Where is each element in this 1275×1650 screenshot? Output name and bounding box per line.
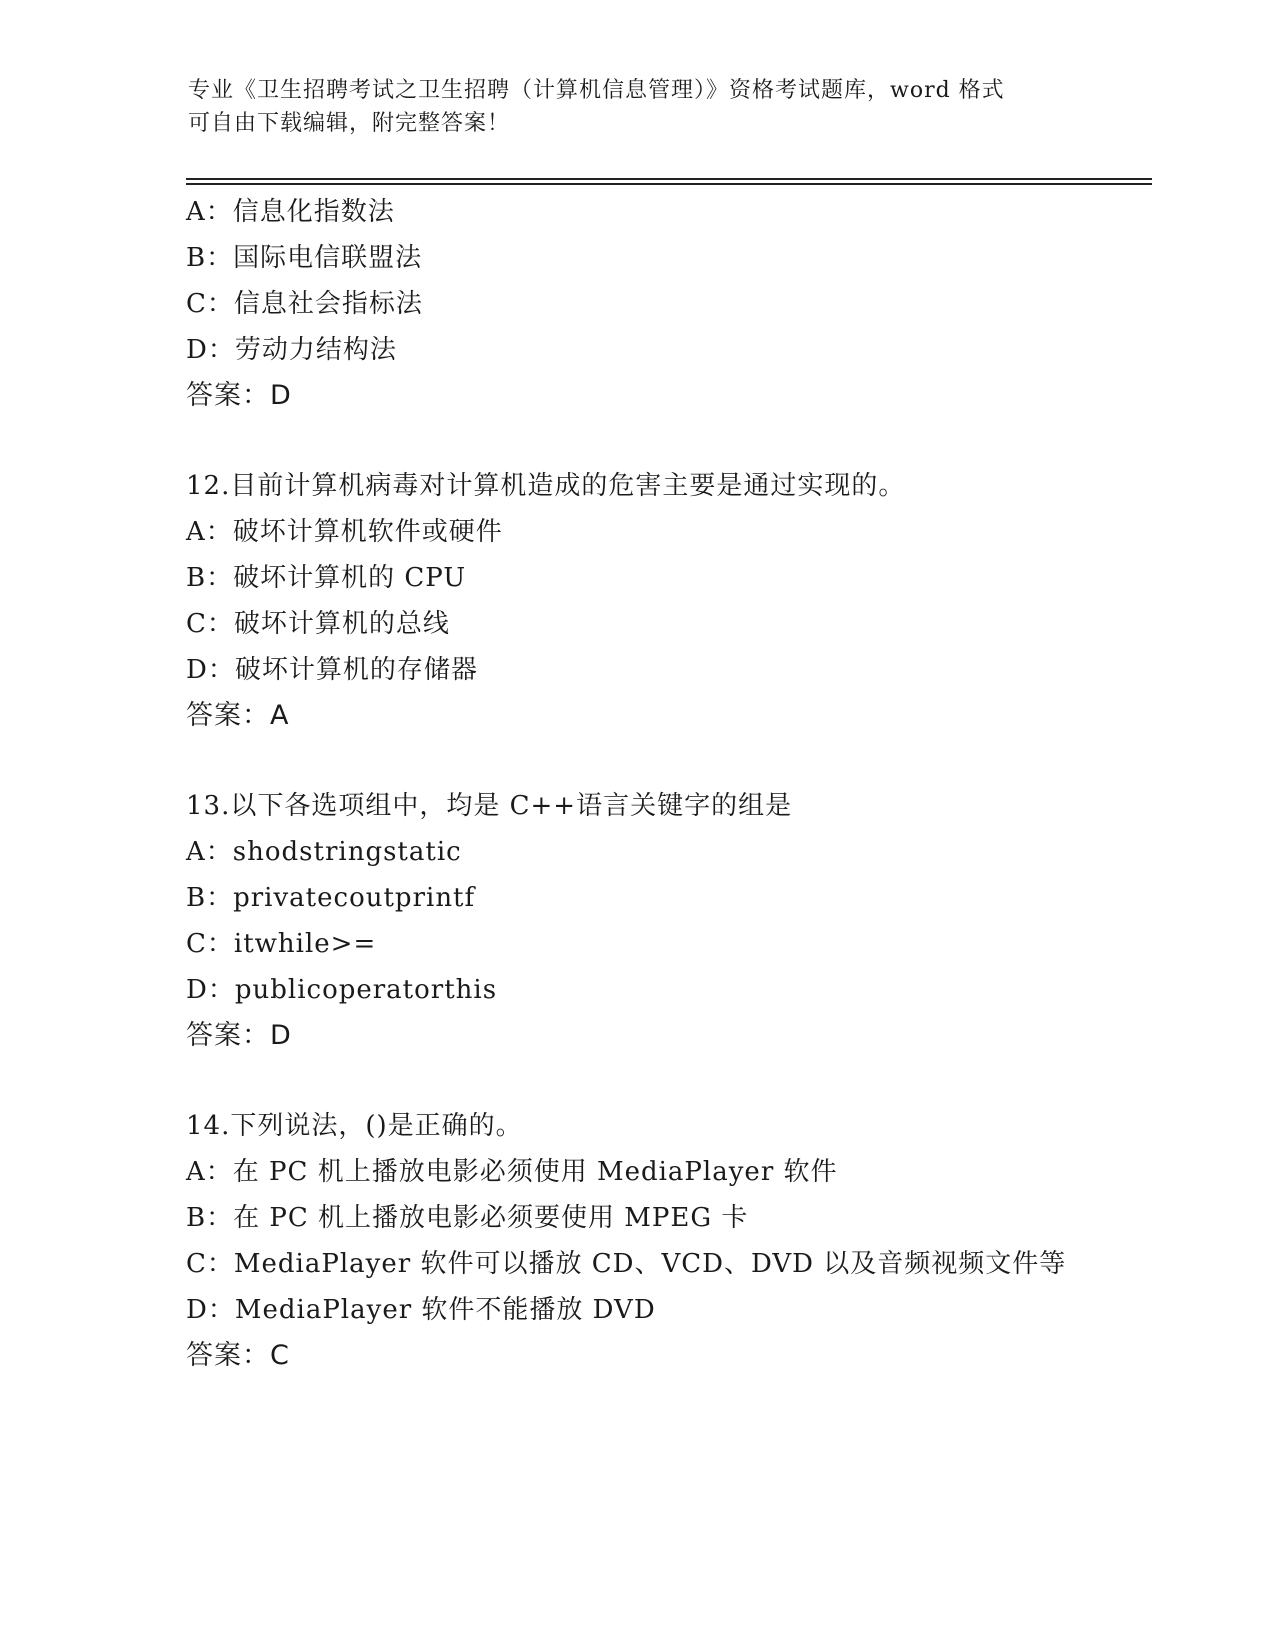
answer-line: 答案：D (186, 380, 292, 411)
option-b: B：privatecoutprintf (186, 883, 476, 913)
header-line-2: 可自由下载编辑，附完整答案！ (188, 111, 511, 136)
option-d: D：劳动力结构法 (186, 335, 397, 365)
option-a: A：破坏计算机软件或硬件 (186, 517, 503, 547)
header-rule-top (186, 178, 1152, 180)
option-d: D：publicoperatorthis (186, 975, 498, 1005)
option-a: A：信息化指数法 (186, 197, 395, 227)
option-c: C：破坏计算机的总线 (186, 609, 450, 639)
option-a: A：shodstringstatic (186, 837, 462, 867)
question-block-11 (186, 189, 1146, 419)
spacer (186, 739, 1146, 783)
question-block-13 (186, 783, 1146, 1059)
question-text: 13.以下各选项组中，均是 C++语言关键字的组是 (186, 791, 793, 821)
option-c: C：信息社会指标法 (186, 289, 423, 319)
question-list (186, 189, 1146, 1379)
option-c: C：MediaPlayer 软件可以播放 CD、VCD、DVD 以及音频视频文件等 (186, 1249, 1067, 1279)
document-header (188, 74, 1088, 140)
header-line-1: 专业《卫生招聘考试之卫生招聘（计算机信息管理）》资格考试题库，word 格式 (188, 78, 1005, 103)
question-text: 14.下列说法，()是正确的。 (186, 1111, 523, 1141)
answer-line: 答案：C (186, 1340, 290, 1371)
option-b: B：在 PC 机上播放电影必须要使用 MPEG 卡 (186, 1203, 749, 1233)
option-a: A：在 PC 机上播放电影必须使用 MediaPlayer 软件 (186, 1157, 838, 1187)
header-rule-bottom (186, 183, 1152, 185)
option-b: B：破坏计算机的 CPU (186, 563, 467, 593)
spacer (186, 419, 1146, 463)
answer-line: 答案：D (186, 1020, 292, 1051)
answer-line: 答案：A (186, 700, 290, 731)
option-c: C：itwhile>= (186, 929, 377, 959)
question-text: 12.目前计算机病毒对计算机造成的危害主要是通过实现的。 (186, 471, 906, 501)
option-b: B：国际电信联盟法 (186, 243, 423, 273)
question-block-12 (186, 463, 1146, 739)
option-d: D：MediaPlayer 软件不能播放 DVD (186, 1295, 656, 1325)
question-block-14 (186, 1103, 1146, 1379)
spacer (186, 1059, 1146, 1103)
option-d: D：破坏计算机的存储器 (186, 655, 478, 685)
